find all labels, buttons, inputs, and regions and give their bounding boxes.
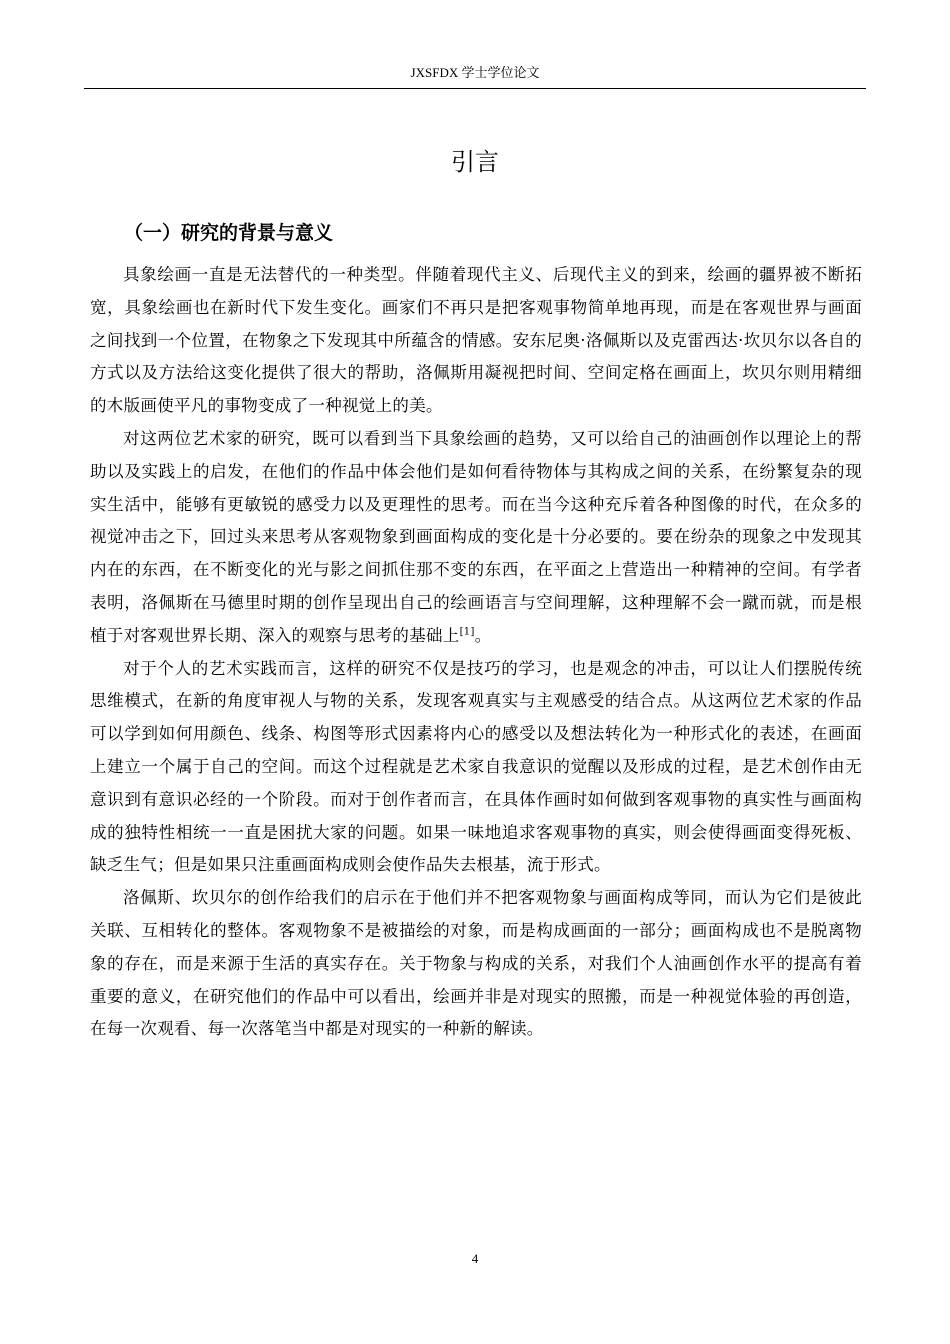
paragraph-2-tail: 。 bbox=[474, 625, 492, 645]
citation-marker: [1] bbox=[459, 626, 475, 638]
running-header: JXSFDX 学士学位论文 bbox=[410, 65, 540, 80]
body-text bbox=[90, 259, 862, 1046]
paragraph-2-text: 对这两位艺术家的研究，既可以看到当下具象绘画的趋势，又可以给自己的油画创作以理论上的帮助以及实践上的启发，在他们的作品中体会他们是如何看待物体与其构成之间的关系，在纷繁复杂的现实生活中，能够有更敏锐的感受力以及更理性的思考。而在当今这种充斥着各种图像的时代，在众多的视觉冲击之下，回过头来思考从客观物象到画面构成的变化是十分必要的。要在纷杂的现象之中发现其内在的东西，在不断变化的光与影之间抓住那不变的东西，在平面之上营造出一种精神的空间。有学者表明，洛佩斯在马德里时期的创作呈现出自己的绘画语言与空间理解，这种理解不会一蹴而就，而是根植于对客观世界长期、深入的观察与思考的基础上 bbox=[90, 428, 862, 645]
paragraph-3: 对于个人的艺术实践而言，这样的研究不仅是技巧的学习，也是观念的冲击，可以让人们摆脱传统思维模式，在新的角度审视人与物的关系，发现客观真实与主观感受的结合点。从这两位艺术家的作品可以学到如何用颜色、线条、构图等形式因素将内心的感受以及想法转化为一种形式化的表述，在画面上建立一个属于自己的空间。而这个过程就是艺术家自我意识的觉醒以及形成的过程，是艺术创作由无意识到有意识必经的一个阶段。而对于创作者而言，在具体作画时如何做到客观事物的真实性与画面构成的独特性相统一一直是困扰大家的问题。如果一味地追求客观事物的真实，则会使得画面变得死板、缺乏生气；但是如果只注重画面构成则会使作品失去根基，流于形式。 bbox=[90, 658, 862, 875]
section-heading: （一）研究的背景与意义 bbox=[124, 222, 334, 244]
header-rule bbox=[84, 88, 866, 89]
paragraph-4: 洛佩斯、坎贝尔的创作给我们的启示在于他们并不把客观物象与画面构成等同，而认为它们是彼此关联、互相转化的整体。客观物象不是被描绘的对象，而是构成画面的一部分；画面构成也不是脱离物象的存在，而是来源于生活的真实存在。关于物象与构成的关系，对我们个人油画创作水平的提高有着重要的意义，在研究他们的作品中可以看出，绘画并非是对现实的照搬，而是一种视觉体验的再创造，在每一次观看、每一次落笔当中都是对现实的一种新的解读。 bbox=[90, 888, 862, 1039]
paragraph-2 bbox=[90, 423, 862, 653]
page-number: 4 bbox=[471, 1251, 479, 1266]
paragraph-1: 具象绘画一直是无法替代的一种类型。伴随着现代主义、后现代主义的到来，绘画的疆界被不断拓宽，具象绘画也在新时代下发生变化。画家们不再只是把客观事物简单地再现，而是在客观世界与画面之间找到一个位置，在物象之下发现其中所蕴含的情感。安东尼奥·洛佩斯以及克雷西达·坎贝尔以各自的方式以及方法给这变化提供了很大的帮助，洛佩斯用凝视把时间、空间定格在画面上，坎贝尔则用精细的木版画使平凡的事物变成了一种视觉上的美。 bbox=[90, 265, 862, 416]
chapter-title: 引言 bbox=[451, 148, 499, 176]
